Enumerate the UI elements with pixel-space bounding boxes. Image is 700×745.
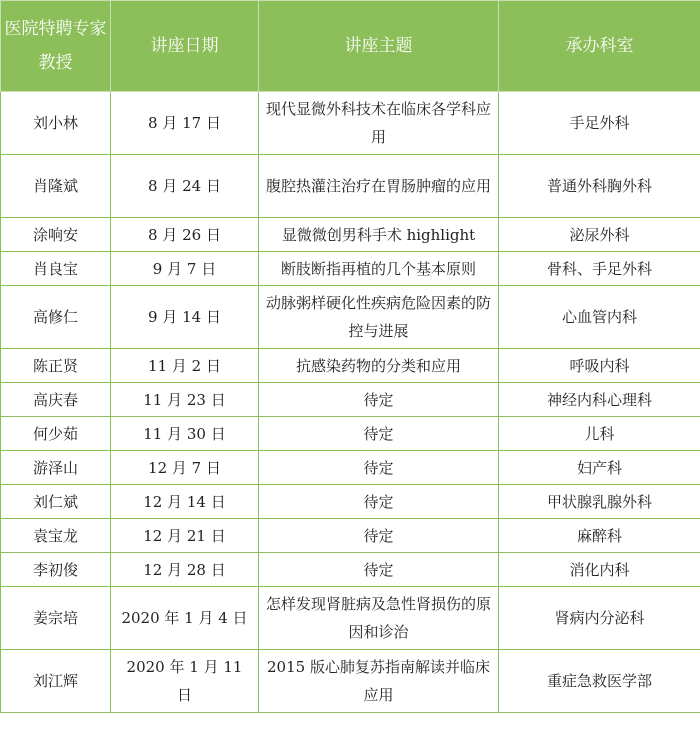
lecture-topic: 腹腔热灌注治疗在胃肠肿瘤的应用: [259, 155, 499, 218]
table-row: [1, 485, 700, 519]
expert-name: 李初俊: [1, 553, 111, 587]
lecture-topic: 待定: [259, 519, 499, 553]
host-department: 心血管内科: [499, 286, 700, 349]
lecture-topic: 怎样发现肾脏病及急性肾损伤的原因和诊治: [259, 587, 499, 650]
expert-name: 何少茹: [1, 417, 111, 451]
table-row: [1, 155, 700, 218]
lecture-topic: 待定: [259, 451, 499, 485]
table-row: [1, 349, 700, 383]
expert-name: 陈正贤: [1, 349, 111, 383]
lecture-topic: 待定: [259, 485, 499, 519]
host-department: 呼吸内科: [499, 349, 700, 383]
header-department: 承办科室: [499, 1, 700, 92]
header-expert: 医院特聘专家教授: [1, 1, 111, 92]
expert-name: 刘小林: [1, 92, 111, 155]
lecture-date: 8 月 24 日: [111, 155, 259, 218]
expert-name: 肖隆斌: [1, 155, 111, 218]
expert-name: 姜宗培: [1, 587, 111, 650]
host-department: 麻醉科: [499, 519, 700, 553]
table-row: [1, 650, 700, 713]
table-row: [1, 218, 700, 252]
host-department: 肾病内分泌科: [499, 587, 700, 650]
host-department: 泌尿外科: [499, 218, 700, 252]
table-row: [1, 417, 700, 451]
table-header-row: [1, 1, 700, 92]
expert-name: 游泽山: [1, 451, 111, 485]
lecture-topic: 断肢断指再植的几个基本原则: [259, 252, 499, 286]
lecture-date: 12 月 21 日: [111, 519, 259, 553]
table-row: [1, 451, 700, 485]
lecture-date: 11 月 30 日: [111, 417, 259, 451]
expert-name: 涂响安: [1, 218, 111, 252]
expert-name: 高庆春: [1, 383, 111, 417]
lecture-topic: 待定: [259, 553, 499, 587]
host-department: 消化内科: [499, 553, 700, 587]
host-department: 妇产科: [499, 451, 700, 485]
lecture-topic: 待定: [259, 417, 499, 451]
lecture-date: 2020 年 1 月 4 日: [111, 587, 259, 650]
lecture-date: 12 月 14 日: [111, 485, 259, 519]
header-date: 讲座日期: [111, 1, 259, 92]
lecture-date: 8 月 17 日: [111, 92, 259, 155]
lecture-topic: 动脉粥样硬化性疾病危险因素的防控与进展: [259, 286, 499, 349]
host-department: 重症急救医学部: [499, 650, 700, 713]
table-row: [1, 383, 700, 417]
expert-name: 袁宝龙: [1, 519, 111, 553]
host-department: 儿科: [499, 417, 700, 451]
lecture-date: 12 月 28 日: [111, 553, 259, 587]
lecture-date: 12 月 7 日: [111, 451, 259, 485]
expert-name: 刘江辉: [1, 650, 111, 713]
lecture-topic: 现代显微外科技术在临床各学科应用: [259, 92, 499, 155]
lecture-topic: 显微微创男科手术 highlight: [259, 218, 499, 252]
host-department: 神经内科心理科: [499, 383, 700, 417]
lecture-date: 9 月 14 日: [111, 286, 259, 349]
lecture-topic: 待定: [259, 383, 499, 417]
lecture-topic: 抗感染药物的分类和应用: [259, 349, 499, 383]
expert-name: 刘仁斌: [1, 485, 111, 519]
table-row: [1, 252, 700, 286]
expert-name: 肖良宝: [1, 252, 111, 286]
host-department: 甲状腺乳腺外科: [499, 485, 700, 519]
lecture-date: 2020 年 1 月 11 日: [111, 650, 259, 713]
lecture-date: 11 月 2 日: [111, 349, 259, 383]
table-row: [1, 92, 700, 155]
expert-name: 高修仁: [1, 286, 111, 349]
host-department: 普通外科胸外科: [499, 155, 700, 218]
header-topic: 讲座主题: [259, 1, 499, 92]
lecture-date: 8 月 26 日: [111, 218, 259, 252]
lecture-date: 9 月 7 日: [111, 252, 259, 286]
host-department: 手足外科: [499, 92, 700, 155]
lecture-date: 11 月 23 日: [111, 383, 259, 417]
table-row: [1, 553, 700, 587]
host-department: 骨科、手足外科: [499, 252, 700, 286]
table-row: [1, 587, 700, 650]
table-row: [1, 286, 700, 349]
lecture-topic: 2015 版心肺复苏指南解读并临床应用: [259, 650, 499, 713]
table-row: [1, 519, 700, 553]
